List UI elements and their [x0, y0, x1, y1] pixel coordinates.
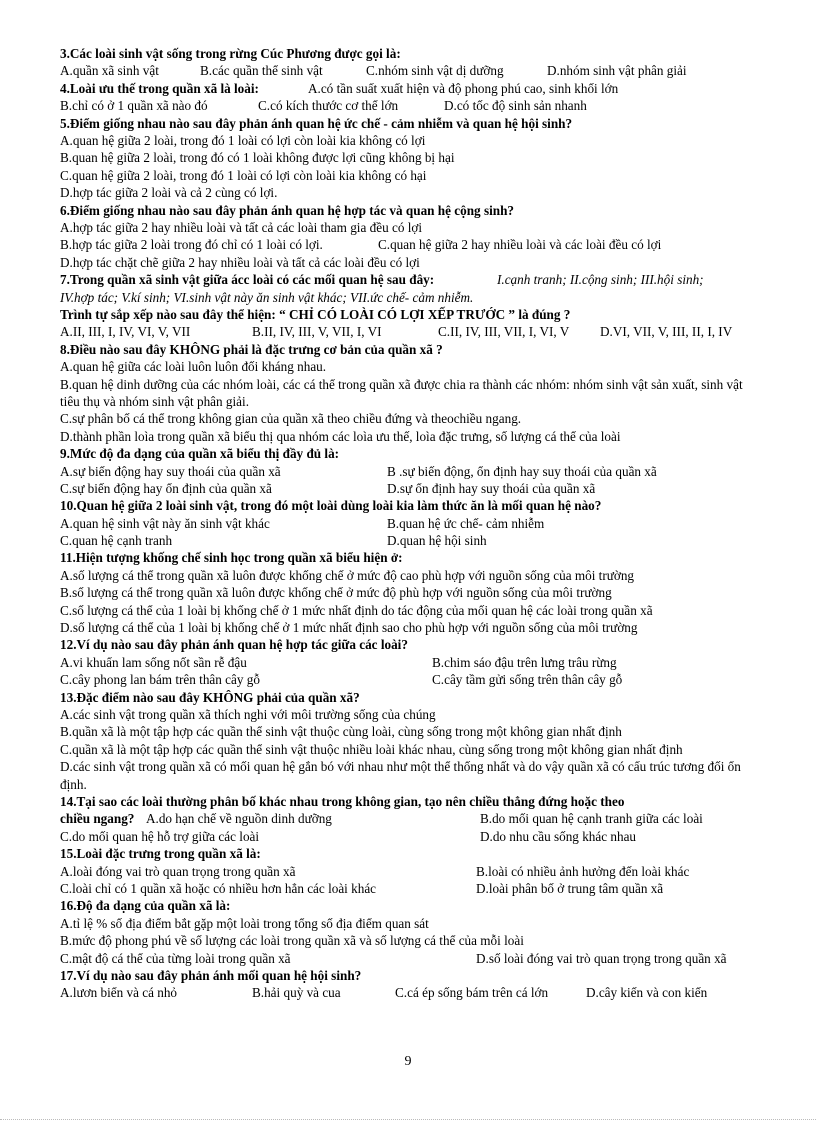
option-d: D.nhóm sinh vật phân giải	[547, 63, 687, 79]
option-c: C.nhóm sinh vật dị dưỡng	[366, 63, 504, 79]
option-d: D.quan hệ hội sinh	[387, 533, 487, 549]
option-a: A.loài đóng vai trò quan trọng trong quần xã	[60, 863, 296, 879]
option-c: C.II, IV, III, VII, I, VI, V	[438, 324, 570, 340]
option-c: C.do mối quan hệ hỗ trợ giữa các loài	[60, 828, 260, 844]
option-c: C.có kích thước cơ thể lớn	[258, 98, 399, 114]
question-3: 3.Các loài sinh vật sống trong rừng Cúc Phương được gọi là:	[60, 46, 401, 61]
question-14-cont: chiều ngang?	[60, 811, 135, 827]
answer-row	[60, 62, 760, 79]
question-12: 12.Ví dụ nào sau đây phản ánh quan hệ hợp tác giữa các loài?	[60, 637, 408, 653]
option-d: D.thành phần loìa trong quần xã biểu thị qua nhóm các loìa ưu thế, loìa đặc trưng, số lượng cá thể của loài	[60, 428, 621, 444]
option-d: D.số lượng cá thể của 1 loài bị khống chế ở 1 mức nhất định sao cho phù hợp với nguồn sống của môi trường	[60, 620, 638, 636]
question-8: 8.Điều nào sau đây KHÔNG phải là đặc trưng cơ bản của quần xã ?	[60, 341, 443, 357]
option-b: B.loài có nhiều ảnh hưởng đến loài khác	[476, 863, 690, 879]
answer-row	[60, 515, 760, 532]
question-9: 9.Mức độ đa dạng của quần xã biểu thị đầy đủ là:	[60, 446, 340, 462]
answer-row	[60, 532, 760, 549]
option-b: B.quan hệ giữa 2 loài, trong đó có 1 loài không được lợi cũng không bị hại	[60, 150, 455, 166]
option-a: A.quần xã sinh vật	[60, 63, 159, 79]
option-c: C.sự biến động hay ổn định của quần xã	[60, 480, 272, 496]
answer-row	[60, 950, 760, 967]
option-b: B.quan hệ ức chế- cảm nhiễm	[387, 515, 545, 531]
answer-row	[60, 654, 760, 671]
option-d: D.hợp tác chặt chẽ giữa 2 hay nhiều loài và tất cả các loài đều có lợi	[60, 254, 420, 270]
question-13: 13.Đặc điểm nào sau đây KHÔNG phải của quần xã?	[60, 689, 360, 705]
option-b: B.chỉ có ở 1 quần xã nào đó	[60, 98, 208, 114]
answer-row	[60, 236, 760, 253]
question-7-ask: Trình tự sắp xếp nào sau đây thể hiện: “ CHỈ CÓ LOÀI CÓ LỢI XẾP TRƯỚC ” là đúng ?	[60, 306, 571, 322]
relationship-list: I.cạnh tranh; II.cộng sinh; III.hội sinh;	[497, 272, 704, 288]
option-a: A.quan hệ giữa 2 loài, trong đó 1 loài có lợi còn loài kia không có lợi	[60, 132, 426, 148]
question-10: 10.Quan hệ giữa 2 loài sinh vật, trong đó một loài dùng loài kia làm thức ăn là mối quan hệ nào?	[60, 498, 602, 514]
question-7: 7.Trong quần xã sinh vật giữa ácc loài có các mối quan hệ sau đây:	[60, 272, 435, 288]
option-c: C.cây phong lan bám trên thân cây gỗ	[60, 672, 260, 688]
answer-row	[60, 97, 760, 114]
option-a: A.quan hệ sinh vật này ăn sinh vật khác	[60, 515, 270, 531]
option-a: A.số lượng cá thể trong quần xã luôn được khống chế ở mức độ cao phù hợp với nguồn sống của môi trường	[60, 567, 635, 583]
option-a: A.II, III, I, IV, VI, V, VII	[60, 324, 191, 340]
option-d: D.hợp tác giữa 2 loài và cả 2 cùng có lợi.	[60, 185, 278, 201]
option-d: D.cây kiến và con kiến	[586, 985, 708, 1001]
question-17: 17.Ví dụ nào sau đây phản ánh mối quan hệ hội sinh?	[60, 967, 362, 983]
question-15: 15.Loài đặc trưng trong quần xã là:	[60, 846, 261, 862]
option-c: C.mật độ cá thể của từng loài trong quần xã	[60, 950, 291, 966]
question-16: 16.Độ đa dạng của quần xã là:	[60, 898, 231, 914]
option-c: C.quần xã là một tập hợp các quần thể sinh vật thuộc nhiều loài khác nhau, cùng sống trong một không gian nhất định	[60, 741, 683, 757]
question-6: 6.Điểm giống nhau nào sau đây phản ánh quan hệ hợp tác và quan hệ cộng sinh?	[60, 202, 515, 218]
answer-row	[60, 80, 760, 97]
option-a: A.có tần suất xuất hiện và độ phong phú cao, sinh khối lớn	[308, 80, 619, 96]
document-page	[60, 45, 760, 1002]
answer-row	[60, 671, 760, 688]
option-d: D.loài phân bố ở trung tâm quần xã	[476, 881, 664, 897]
option-c: C.loài chỉ có 1 quần xã hoặc có nhiều hơn hẳn các loài khác	[60, 881, 377, 897]
relationship-list-cont: IV.hợp tác; V.kí sinh; VI.sinh vật này ăn sinh vật khác; VII.ức chế- cảm nhiễm.	[60, 289, 474, 305]
option-b: B.hải quỳ và cua	[252, 985, 341, 1001]
answer-row	[60, 323, 760, 340]
option-d: D.các sinh vật trong quần xã có mối quan hệ gắn bó với nhau như một thể thống nhất và do vậy quần xã có cấu trúc tương đối ổn định.	[60, 759, 741, 792]
option-c: C.số lượng cá thể của 1 loài bị khống chế ở 1 mức nhất định do tác động của mối quan hệ các loài trong quần xã	[60, 602, 653, 618]
page-number: 9	[404, 1054, 412, 1069]
option-a: A.tỉ lệ % số địa điểm bắt gặp một loài trong tổng số địa điểm quan sát	[60, 915, 429, 931]
option-a: A.quan hệ giữa các loài luôn luôn đối kháng nhau.	[60, 359, 327, 375]
option-b: B.do mối quan hệ cạnh tranh giữa các loài	[480, 811, 703, 827]
option-d: C.cây tầm gửi sống trên thân cây gỗ	[432, 672, 623, 688]
option-c: C.quan hệ giữa 2 loài, trong đó 1 loài có lợi còn loài kia không có hại	[60, 167, 427, 183]
option-b: B.quần xã là một tập hợp các quần thể sinh vật thuộc cùng loài, cùng sống trong một không gian nhất định	[60, 724, 622, 740]
option-b: B .sự biến động, ổn định hay suy thoái của quần xã	[387, 463, 657, 479]
answer-row	[60, 810, 760, 827]
option-b: B.chim sáo đậu trên lưng trâu rừng	[432, 654, 617, 670]
option-d: D.sự ổn định hay suy thoái của quần xã	[387, 480, 596, 496]
answer-row	[60, 463, 760, 480]
option-d: D.do nhu cầu sống khác nhau	[480, 828, 637, 844]
question-11: 11.Hiện tượng khống chế sinh học trong quần xã biểu hiện ở:	[60, 550, 403, 566]
answer-row	[60, 480, 760, 497]
option-d: D.số loài đóng vai trò quan trọng trong quần xã	[476, 950, 727, 966]
answer-row	[60, 863, 760, 880]
option-a: A.do hạn chế về nguồn dinh dưỡng	[146, 811, 332, 827]
question-5: 5.Điểm giống nhau nào sau đây phản ánh quan hệ ức chế - cảm nhiễm và quan hệ hội sinh?	[60, 115, 573, 131]
option-c: C.cá ép sống bám trên cá lớn	[395, 985, 549, 1001]
option-d: D.có tốc độ sinh sản nhanh	[444, 98, 587, 114]
option-c: C.sự phân bố cá thể trong không gian của quần xã theo chiều đứng và theochiều ngang.	[60, 411, 522, 427]
option-c: C.quan hệ cạnh tranh	[60, 533, 173, 549]
answer-row	[60, 271, 760, 288]
option-a: A.lươn biển và cá nhỏ	[60, 985, 178, 1001]
option-a: A.các sinh vật trong quần xã thích nghi với môi trường sống của chúng	[60, 707, 436, 723]
answer-row	[60, 984, 760, 1001]
option-b: B.quan hệ dinh dưỡng của các nhóm loài, các cá thể trong quần xã được chia ra thành các nhóm: nhóm sinh vật sản xuất, sinh vật tiêu thụ và nhóm sinh vật phân giải.	[60, 376, 743, 409]
option-a: A.hợp tác giữa 2 hay nhiều loài và tất cả các loài tham gia đều có lợi	[60, 219, 423, 235]
option-a: A.sự biến động hay suy thoái của quần xã	[60, 463, 281, 479]
question-14: 14.Tại sao các loài thường phân bố khác nhau trong không gian, tạo nên chiều thẳng đứng hoặc theo	[60, 794, 625, 810]
option-b: B.II, IV, III, V, VII, I, VI	[252, 324, 382, 340]
option-b: B.hợp tác giữa 2 loài trong đó chỉ có 1 loài có lợi.	[60, 237, 323, 253]
answer-row	[60, 880, 760, 897]
option-b: B.mức độ phong phú về số lượng các loài trong quần xã và số lượng cá thể của mỗi loài	[60, 933, 524, 949]
option-c: C.quan hệ giữa 2 hay nhiều loài và các loài đều có lợi	[378, 237, 662, 253]
answer-row	[60, 828, 760, 845]
option-b: B.các quần thể sinh vật	[200, 63, 323, 79]
page-bottom-divider	[0, 1119, 816, 1120]
option-a: A.vi khuẩn lam sống nốt sần rễ đậu	[60, 654, 247, 670]
option-d: D.VI, VII, V, III, II, I, IV	[600, 324, 733, 340]
question-4: 4.Loài ưu thế trong quần xã là loài:	[60, 80, 259, 96]
option-b: B.số lượng cá thể trong quần xã luôn được khống chế ở mức độ phù hợp với nguồn sống của môi trường	[60, 585, 612, 601]
